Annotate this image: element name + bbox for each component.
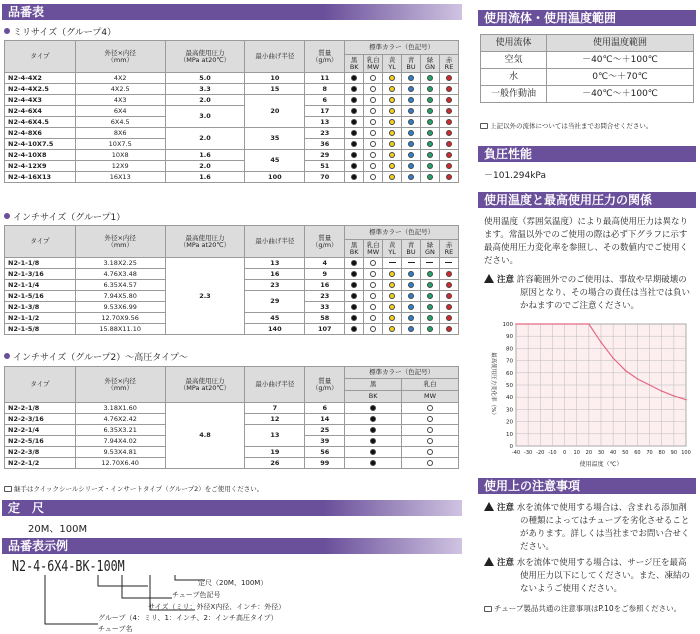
subtitle-inch-group2: インチサイズ（グループ2）～高圧タイプ～ [4, 352, 188, 364]
chart-xtick: 50 [622, 450, 629, 456]
od-cell: 3.18X2.25 [75, 258, 165, 269]
type-cell: N2-4-12X9 [5, 161, 76, 172]
color-head: 黒 BK [345, 55, 364, 73]
temp-pressure-warning [484, 274, 694, 313]
mass-cell: 14 [305, 414, 345, 425]
hdr-press: 最高使用圧力 （MPa at20℃） [165, 226, 245, 258]
press-cell: 1.6 [165, 172, 245, 183]
chart-ylabel: 最高使用圧力変化率（%） [490, 352, 496, 418]
fluid-temp: －40℃～＋100℃ [547, 52, 694, 69]
type-cell: N2-2-3/8 [5, 447, 76, 458]
chart-ytick: 50 [506, 383, 513, 389]
od-cell: 4.76X3.48 [75, 269, 165, 280]
fluid-table [480, 34, 694, 103]
hdr-type: タイプ [5, 226, 76, 258]
od-cell: 6.35X4.57 [75, 280, 165, 291]
color-head: 乳白 MW [364, 240, 383, 258]
type-cell: N2-2-1/2 [5, 458, 76, 469]
type-cell: N2-4-10X8 [5, 150, 76, 161]
hdr-type: タイプ [5, 41, 76, 73]
chart-ytick: 90 [506, 334, 513, 341]
od-cell: 10X8 [75, 150, 165, 161]
mass-cell: 51 [305, 161, 345, 172]
fluid-note-text: 上記以外の流体については当社までお問合せください。 [490, 122, 653, 130]
od-cell: 4X2.5 [75, 84, 165, 95]
od-cell: 6.35X3.21 [75, 425, 165, 436]
chart-ytick: 60 [506, 370, 513, 377]
warning-icon [484, 274, 494, 283]
mass-cell: 17 [305, 106, 345, 117]
hdr-bend: 最小曲げ半径 [245, 367, 305, 403]
example-label-name: チューブ名 [98, 625, 133, 633]
example-code: N2-4-6X4-BK-100M [12, 557, 125, 575]
od-cell: 15.88X11.10 [75, 324, 165, 335]
color-head: 赤 RE [439, 240, 458, 258]
hdr-press: 最高使用圧力 （MPa at20℃） [165, 41, 245, 73]
chart-xtick: -40 [511, 450, 521, 456]
od-cell: 7.94X5.80 [75, 291, 165, 302]
type-cell: N2-1-5/16 [5, 291, 76, 302]
color-code: MW [402, 391, 459, 403]
hdr-press: 最高使用圧力 （MPa at20℃） [165, 367, 245, 403]
type-cell: N2-4-8X6 [5, 128, 76, 139]
caution-label: 注意 [497, 503, 515, 513]
color-head: 黒 BK [345, 240, 364, 258]
temp-pressure-chart [478, 318, 696, 470]
mass-cell: 70 [305, 172, 345, 183]
mass-cell: 6 [305, 95, 345, 106]
od-cell: 9.53X4.81 [75, 447, 165, 458]
bend-cell: 45 [245, 313, 305, 324]
mass-cell: 23 [305, 128, 345, 139]
color-head: 黄 YL [383, 55, 402, 73]
hdr-mass: 質量 （g/m） [305, 226, 345, 258]
bend-cell: 12 [245, 414, 305, 425]
chart-ytick: 10 [506, 431, 513, 438]
section-header-part-number-table: 品番表 [2, 4, 462, 20]
chart-ytick: 80 [506, 346, 513, 353]
type-cell: N2-1-5/8 [5, 324, 76, 335]
bend-cell: 13 [245, 258, 305, 269]
type-cell: N2-4-6X4 [5, 106, 76, 117]
mass-cell: 11 [305, 73, 345, 84]
fluid-hdr-2: 使用温度範囲 [547, 35, 694, 52]
bend-cell: 15 [245, 84, 305, 95]
press-cell: 5.0 [165, 73, 245, 84]
chart-xtick: 30 [597, 450, 605, 456]
example-label-length: 定尺（20M、100M） [198, 579, 268, 587]
bend-cell: 20 [245, 95, 305, 128]
bend-cell: 29 [245, 291, 305, 313]
type-cell: N2-1-3/16 [5, 269, 76, 280]
note-icon [484, 606, 492, 612]
color-head: 乳白 MW [364, 55, 383, 73]
hdr-od: 外径×内径 （mm） [75, 367, 165, 403]
od-cell: 12.70X9.56 [75, 313, 165, 324]
bend-cell: 19 [245, 447, 305, 458]
type-cell: N2-2-1/4 [5, 425, 76, 436]
press-cell: 2.0 [165, 128, 245, 150]
color-code: BK [345, 391, 402, 403]
mass-cell: 16 [305, 280, 345, 291]
color-name: 乳白 [402, 379, 459, 391]
type-cell: N2-1-1/2 [5, 313, 76, 324]
bend-cell: 7 [245, 403, 305, 414]
chart-xtick: 60 [634, 450, 641, 456]
chart-xtick: 70 [646, 450, 653, 456]
bend-cell: 26 [245, 458, 305, 469]
fluid-temp: －40℃～＋100℃ [547, 86, 694, 103]
fluid-name: 空気 [481, 52, 547, 69]
press-cell: 4.8 [165, 403, 245, 469]
chart-point [661, 390, 663, 392]
section-header-caution: 使用上の注意事項 [478, 478, 696, 494]
bend-cell: 23 [245, 280, 305, 291]
mass-cell: 58 [305, 313, 345, 324]
bend-cell: 35 [245, 128, 305, 150]
caution-footer-text: チューブ製品共通の注意事項はP.10をご参照ください。 [494, 604, 682, 613]
color-head: 緑 GN [421, 55, 440, 73]
warning-icon [484, 502, 494, 511]
color-head: 赤 RE [439, 55, 458, 73]
od-cell: 3.18X1.60 [75, 403, 165, 414]
type-cell: N2-4-16X13 [5, 172, 76, 183]
chart-ytick: 20 [506, 419, 513, 426]
chart-xtick: -30 [524, 450, 533, 456]
caution-item-1 [484, 502, 694, 554]
od-cell: 9.53X6.99 [75, 302, 165, 313]
mass-cell: 99 [305, 458, 345, 469]
od-cell: 4.76X2.42 [75, 414, 165, 425]
hdr-od: 外径×内径 （mm） [75, 226, 165, 258]
example-label-color: チューブ色記号 [172, 591, 221, 599]
mass-cell: 6 [305, 403, 345, 414]
hdr-colors: 標準カラー（色記号） [345, 226, 459, 240]
press-cell: 2.3 [165, 258, 245, 335]
bend-cell: 10 [245, 73, 305, 84]
mass-cell: 39 [305, 436, 345, 447]
caution-footer [484, 604, 694, 613]
chart-ytick: 30 [506, 407, 513, 414]
subtitle-inch-group1: インチサイズ（グループ1） [4, 212, 125, 224]
chart-point [612, 357, 614, 359]
type-cell: N2-4-4X2 [5, 73, 76, 84]
hdr-bend: 最小曲げ半径 [245, 226, 305, 258]
chart-point [600, 342, 602, 344]
fluid-hdr-1: 使用流体 [481, 35, 547, 52]
od-cell: 4X2 [75, 73, 165, 84]
caution-text: 水を流体で使用する場合は、含まれる添加剤の種類によってはチューブを劣化させることがあります。詳しくは当社までお問い合せください。 [516, 503, 690, 552]
vacuum-value: －101.294kPa [484, 171, 546, 181]
press-cell: 1.6 [165, 150, 245, 161]
press-cell: 2.0 [165, 95, 245, 106]
chart-point [685, 399, 687, 401]
hdr-colors: 標準カラー（色記号） [345, 367, 459, 379]
hdr-mass: 質量 （g/m） [305, 367, 345, 403]
section-header-standard-length: 定 尺 [2, 500, 462, 516]
fluid-note [480, 122, 652, 131]
mass-cell: 23 [305, 291, 345, 302]
fluid-name: 一般作動油 [481, 86, 547, 103]
type-cell: N2-4-10X7.5 [5, 139, 76, 150]
chart-point [588, 323, 590, 325]
chart-point [624, 370, 626, 372]
chart-xtick: -20 [536, 450, 545, 456]
subtitle-milli: ミリサイズ（グループ4） [4, 27, 116, 39]
type-cell: N2-2-5/16 [5, 436, 76, 447]
chart-xtick: 40 [609, 450, 617, 456]
chart-xtick: 80 [658, 450, 665, 456]
chart-xtick: 90 [670, 450, 678, 456]
caution-label: 注意 [497, 558, 515, 568]
od-cell: 7.94X4.02 [75, 436, 165, 447]
standard-length-value: 20M、100M [28, 524, 88, 535]
hdr-mass: 質量 （g/m） [305, 41, 345, 73]
chart-point [515, 323, 517, 325]
section-header-vacuum: 負圧性能 [478, 146, 696, 162]
mass-cell: 29 [305, 150, 345, 161]
warning-text: 許容範囲外でのご使用は、事故や早期破壊の原因となり、その場合の責任は当社では負いかねますのでご注意ください。 [516, 275, 691, 311]
od-cell: 12.70X6.40 [75, 458, 165, 469]
type-cell: N2-4-4X2.5 [5, 84, 76, 95]
fluid-name: 水 [481, 69, 547, 86]
temp-pressure-body: 使用温度（雰囲気温度）により最高使用圧力は異なります。常温以外でのご使用の際は必ず下グラフに示す最高使用圧力変化率を参照し、その数値内でご使用ください。 [484, 217, 689, 266]
warning-label: 注意 [497, 275, 515, 285]
mass-cell: 25 [305, 425, 345, 436]
type-cell: N2-2-3/16 [5, 414, 76, 425]
chart-xtick: 20 [585, 450, 593, 456]
section-header-temp-pressure: 使用温度と最高使用圧力の関係 [478, 192, 696, 208]
press-cell: 2.0 [165, 161, 245, 172]
note-icon [480, 123, 488, 129]
type-cell: N2-1-1/8 [5, 258, 76, 269]
type-cell: N2-4-4X3 [5, 95, 76, 106]
od-cell: 6X4 [75, 106, 165, 117]
chart-point [673, 395, 675, 397]
mass-cell: 4 [305, 258, 345, 269]
bend-cell: 100 [245, 172, 305, 183]
od-cell: 6X4.5 [75, 117, 165, 128]
example-label-size: サイズ（ミリ：外径X内径、インチ：外径） [148, 603, 286, 611]
mass-cell: 13 [305, 117, 345, 128]
press-cell: 3.3 [165, 84, 245, 95]
inch-note-text: 継手はクイックシールシリーズ・インサートタイプ（グループ2）をご使用ください。 [14, 485, 264, 493]
chart-ytick: 0 [509, 444, 513, 450]
hdr-type: タイプ [5, 367, 76, 403]
type-cell: N2-1-3/8 [5, 302, 76, 313]
mass-cell: 56 [305, 447, 345, 458]
chart-xtick: 100 [681, 450, 691, 456]
section-header-fluid: 使用流体・使用温度範囲 [478, 10, 696, 26]
bend-cell: 45 [245, 150, 305, 172]
mass-cell: 107 [305, 324, 345, 335]
hdr-od: 外径×内径 （mm） [75, 41, 165, 73]
example-label-group: グループ（4：ミリ、1：インチ、2：インチ高圧タイプ） [98, 614, 278, 622]
chart-xtick: 0 [562, 450, 567, 456]
mass-cell: 33 [305, 302, 345, 313]
chart-point [649, 384, 651, 386]
press-cell: 3.0 [165, 106, 245, 128]
color-head: 青 BU [402, 55, 421, 73]
color-name: 黒 [345, 379, 402, 391]
od-cell: 8X6 [75, 128, 165, 139]
chart-ytick: 70 [506, 358, 513, 365]
chart-xlabel: 使用温度（℃） [579, 461, 623, 468]
caution-text: 水を流体で使用する場合は、サージ圧を最高使用圧力以下にしてください。また、凍結のないようご使用ください。 [516, 558, 691, 594]
chart-point [637, 378, 639, 380]
section-header-part-number-example: 品番表示例 [2, 538, 462, 554]
mass-cell: 8 [305, 84, 345, 95]
color-head: 緑 GN [421, 240, 440, 258]
bend-cell: 13 [245, 425, 305, 447]
mass-cell: 9 [305, 269, 345, 280]
hdr-colors: 標準カラー（色記号） [345, 41, 459, 55]
bend-cell: 16 [245, 269, 305, 280]
chart-xtick: 10 [573, 450, 580, 456]
warning-icon [484, 557, 494, 566]
bend-cell: 140 [245, 324, 305, 335]
chart-xtick: -10 [548, 450, 557, 456]
caution-item-2 [484, 557, 694, 596]
color-head: 黄 YL [383, 240, 402, 258]
color-head: 青 BU [402, 240, 421, 258]
od-cell: 12X9 [75, 161, 165, 172]
type-cell: N2-4-6X4.5 [5, 117, 76, 128]
type-cell: N2-1-1/4 [5, 280, 76, 291]
fluid-temp: 0℃～＋70℃ [547, 69, 694, 86]
od-cell: 10X7.5 [75, 139, 165, 150]
od-cell: 4X3 [75, 95, 165, 106]
chart-ytick: 40 [506, 395, 513, 402]
mass-cell: 36 [305, 139, 345, 150]
od-cell: 16X13 [75, 172, 165, 183]
type-cell: N2-2-1/8 [5, 403, 76, 414]
chart-ytick: 100 [502, 322, 513, 328]
hdr-bend: 最小曲げ半径 [245, 41, 305, 73]
